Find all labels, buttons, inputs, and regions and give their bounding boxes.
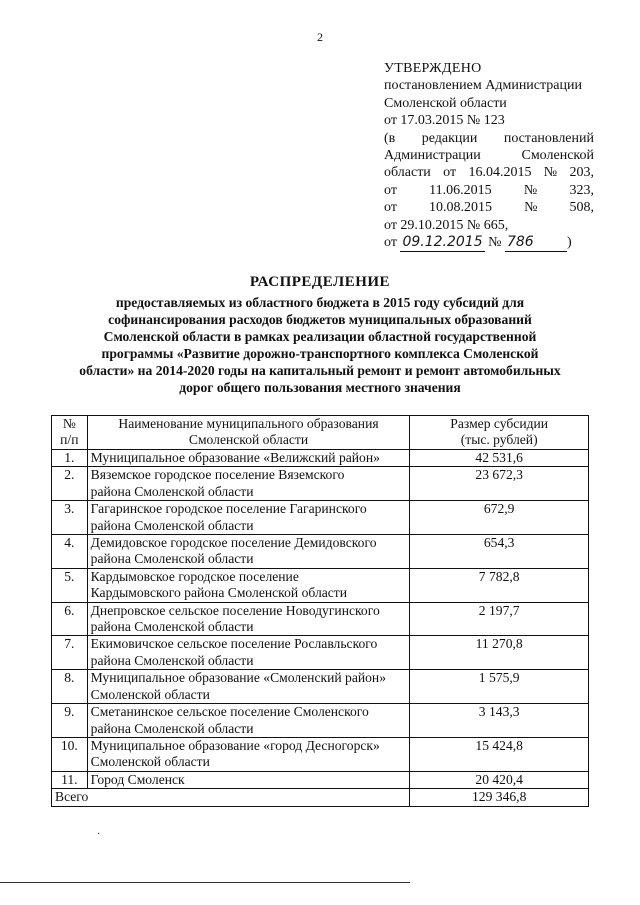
row-name — [87, 771, 410, 788]
row-value: 3 143,3 — [410, 704, 589, 738]
row-name — [87, 501, 410, 535]
word: Администрации — [384, 148, 481, 164]
row-name — [87, 737, 410, 771]
page-number: 2 — [317, 30, 323, 44]
word: (в — [384, 130, 396, 146]
row-name-line: Екимовичское сельское поселение Рославльского — [90, 636, 378, 652]
row-name-line: Муниципальное образование «Велижский район» — [90, 450, 380, 465]
footnote-divider — [0, 882, 410, 883]
table-row — [52, 535, 589, 569]
word: № — [484, 235, 505, 251]
word: Смоленской — [521, 148, 594, 164]
word: 323, — [569, 182, 594, 198]
row-name — [87, 450, 410, 467]
row-value: 42 531,6 — [410, 450, 589, 467]
word: 508, — [569, 200, 594, 216]
row-name — [87, 704, 410, 738]
approval-line-6 — [384, 164, 594, 181]
subtitle-line: предоставляемых из областного бюджета в 2015 году субсидий для — [115, 295, 525, 310]
table-row — [52, 602, 589, 636]
table-row — [52, 704, 589, 738]
approval-line-10 — [384, 234, 594, 252]
row-name-line: Днепровское сельское поселение Новодугинского — [90, 602, 380, 618]
row-number: 10. — [52, 737, 88, 771]
handwritten-date: 09.12.2015 — [400, 234, 484, 252]
stray-mark: · — [97, 829, 101, 840]
subtitle-line: программы «Развитие дорожно-транспортного комплекса Смоленской — [101, 346, 539, 361]
row-name-line: Муниципальное образование «Смоленский район» — [90, 670, 387, 686]
row-value: 11 270,8 — [410, 636, 589, 670]
row-number: 9. — [52, 704, 88, 738]
approval-line-7 — [384, 182, 594, 199]
row-name — [87, 568, 410, 602]
table-row — [52, 467, 589, 501]
table-row — [52, 636, 589, 670]
row-value: 15 424,8 — [410, 737, 589, 771]
row-name-line: Гагаринское городское поселение Гагаринского — [90, 501, 367, 517]
row-name-line: района Смоленской области — [90, 517, 254, 533]
word: № — [524, 200, 538, 216]
header-text: № — [62, 416, 76, 431]
header-num — [52, 416, 88, 450]
row-number: 8. — [52, 670, 88, 704]
row-name-line: Город Смоленск — [90, 771, 185, 787]
row-number: 5. — [52, 568, 88, 602]
table-row — [52, 501, 589, 535]
header-text: Наименование муниципального образования — [118, 416, 379, 431]
word: от — [443, 165, 457, 181]
row-name-line: района Смоленской области — [90, 483, 254, 499]
word: 16.04.2015 — [468, 165, 532, 181]
row-number: 1. — [52, 450, 88, 467]
row-name-line: Вяземское городское поселение Вяземского — [90, 467, 345, 483]
row-number: 11. — [52, 771, 88, 788]
title-main: РАСПРЕДЕЛЕНИЕ — [249, 274, 391, 290]
row-number: 2. — [52, 467, 88, 501]
row-number: 7. — [52, 636, 88, 670]
row-name-line: Кардымовское городское поселение — [90, 568, 299, 584]
header-name — [87, 416, 410, 450]
row-name-line: района Смоленской области — [90, 652, 254, 668]
row-name — [87, 535, 410, 569]
row-number: 3. — [52, 501, 88, 535]
approval-line-4 — [384, 130, 594, 147]
word: от — [384, 235, 401, 251]
row-name-line: Муниципальное образование «город Десногорск» — [90, 737, 380, 753]
row-name — [87, 636, 410, 670]
row-name-line: Сметанинское сельское поселение Смоленского — [90, 704, 369, 720]
row-name — [87, 670, 410, 704]
word: постановлений — [503, 130, 594, 146]
word: ) — [566, 235, 572, 251]
row-name-line: Смоленской области — [90, 754, 210, 770]
approval-line-1: постановлением Администрации — [384, 78, 582, 94]
subsidy-table — [51, 415, 589, 807]
row-name-line: Кардымовского района Смоленской области — [90, 585, 348, 601]
word: от — [384, 182, 397, 198]
approval-line-2: Смоленской области — [384, 95, 507, 111]
header-text: (тыс. рублей) — [460, 432, 538, 448]
row-name-line: района Смоленской области — [90, 619, 254, 635]
document-title — [60, 274, 580, 396]
row-value: 2 197,7 — [410, 602, 589, 636]
word: № — [523, 182, 538, 198]
subtitle-line: области» на 2014-2020 годы на капитальный ремонт и ремонт автомобильных — [79, 363, 561, 378]
row-name-line: Смоленской области — [90, 686, 210, 702]
word: 10.08.2015 — [429, 200, 492, 216]
row-number: 4. — [52, 535, 88, 569]
word: 11.06.2015 — [429, 182, 492, 198]
approval-line-5 — [384, 147, 594, 164]
row-name-line: района Смоленской области — [90, 551, 254, 567]
row-value: 672,9 — [410, 501, 589, 535]
title-subtitle — [60, 294, 580, 396]
row-value: 654,3 — [410, 535, 589, 569]
row-number: 6. — [52, 602, 88, 636]
approval-heading: УТВЕРЖДЕНО — [384, 61, 482, 76]
approval-line-3: от 17.03.2015 № 123 — [384, 113, 505, 129]
approval-line-9: от 29.10.2015 № 665, — [384, 217, 509, 233]
header-value — [410, 416, 589, 450]
row-name — [87, 602, 410, 636]
row-name — [87, 467, 410, 501]
total-row — [52, 789, 589, 806]
row-name-line: Демидовское городское поселение Демидовского — [90, 535, 377, 551]
table-row — [52, 670, 589, 704]
subtitle-line: дорог общего пользования местного значения — [179, 380, 461, 395]
subtitle-line: софинансирования расходов бюджетов муниципальных образований — [108, 312, 532, 327]
row-value: 1 575,9 — [410, 670, 589, 704]
total-value: 129 346,8 — [410, 789, 589, 806]
row-value: 23 672,3 — [410, 467, 589, 501]
word: области — [384, 165, 431, 181]
word: от — [384, 200, 397, 216]
header-text: Размер субсидии — [450, 416, 549, 431]
approval-line-8 — [384, 199, 594, 216]
row-value: 7 782,8 — [410, 568, 589, 602]
word: редакции — [421, 130, 478, 146]
word: 203, — [569, 165, 594, 181]
handwritten-number: 786 — [505, 234, 567, 252]
total-label: Всего — [52, 789, 410, 806]
row-value: 20 420,4 — [410, 771, 589, 788]
table-row — [52, 568, 589, 602]
approval-block — [384, 60, 594, 252]
table-header-row — [52, 416, 589, 450]
header-text: Смоленской области — [188, 432, 309, 448]
row-name-line: района Смоленской области — [90, 720, 254, 736]
word: № — [543, 165, 558, 181]
subtitle-line: Смоленской области в рамках реализации областной государственной — [103, 329, 537, 344]
table-row — [52, 771, 589, 788]
table-row — [52, 450, 589, 467]
header-text: п/п — [60, 432, 79, 448]
table-row — [52, 737, 589, 771]
